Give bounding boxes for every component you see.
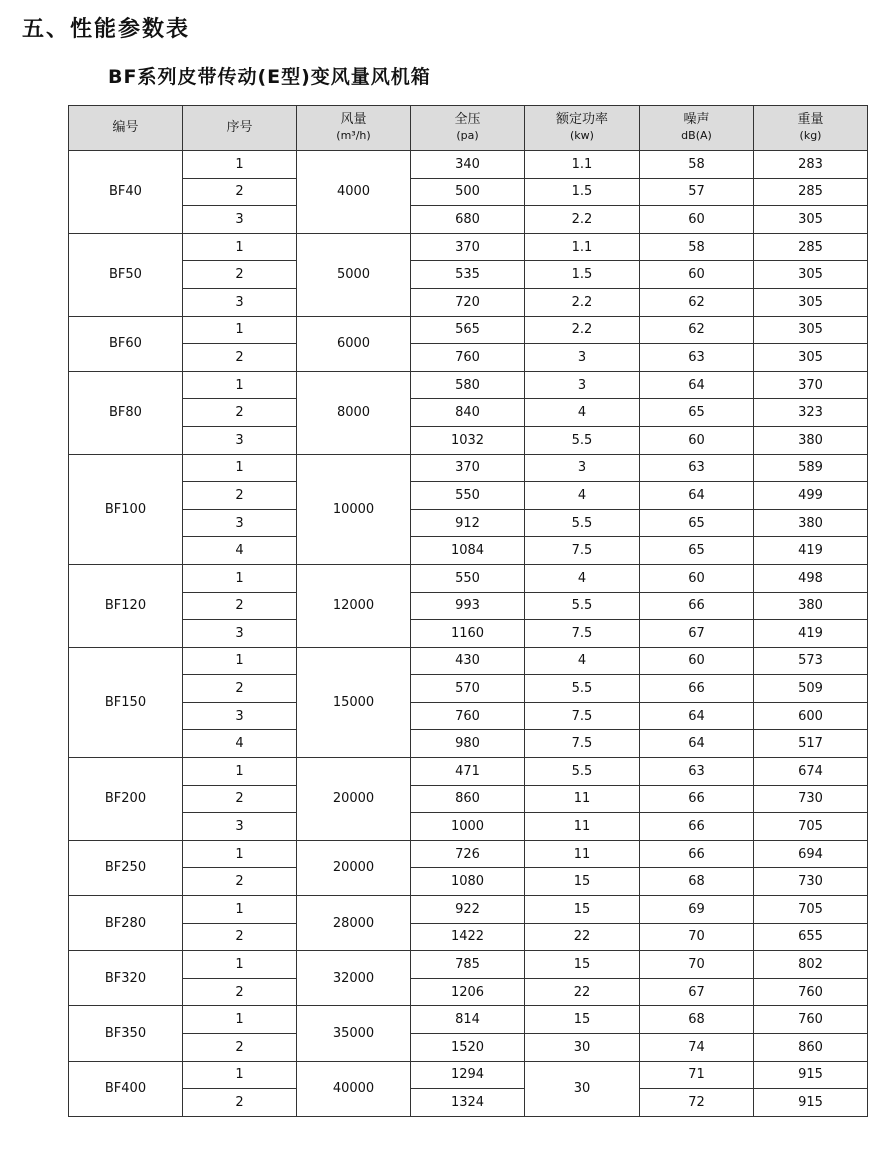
- seq-cell: 2: [183, 399, 297, 427]
- header-unit: (kw): [570, 129, 594, 142]
- table-row: [69, 206, 868, 234]
- seq-cell: 3: [183, 509, 297, 537]
- weight-cell: 380: [754, 509, 868, 537]
- noise-cell: 58: [640, 233, 754, 261]
- header-weight: [754, 106, 868, 151]
- table-row: [69, 1089, 868, 1117]
- weight-cell: 380: [754, 426, 868, 454]
- pressure-cell: 370: [411, 454, 525, 482]
- weight-cell: 419: [754, 537, 868, 565]
- weight-cell: 694: [754, 840, 868, 868]
- table-row: [69, 261, 868, 289]
- power-cell: 15: [525, 951, 640, 979]
- pressure-cell: 370: [411, 233, 525, 261]
- table-row: [69, 978, 868, 1006]
- pressure-cell: 471: [411, 758, 525, 786]
- noise-cell: 60: [640, 261, 754, 289]
- model-cell: BF400: [69, 1061, 183, 1116]
- table-row: [69, 702, 868, 730]
- power-cell: 5.5: [525, 592, 640, 620]
- noise-cell: 62: [640, 316, 754, 344]
- header-label: 重量: [797, 112, 824, 127]
- airflow-cell: 5000: [297, 233, 411, 316]
- seq-cell: 1: [183, 951, 297, 979]
- noise-cell: 66: [640, 813, 754, 841]
- weight-cell: 380: [754, 592, 868, 620]
- power-cell: 4: [525, 647, 640, 675]
- table-row: [69, 1006, 868, 1034]
- model-cell: BF60: [69, 316, 183, 371]
- weight-cell: 655: [754, 923, 868, 951]
- airflow-cell: 6000: [297, 316, 411, 371]
- weight-cell: 517: [754, 730, 868, 758]
- model-cell: BF200: [69, 758, 183, 841]
- model-cell: BF80: [69, 371, 183, 454]
- pressure-cell: 1032: [411, 426, 525, 454]
- header-unit: dB(A): [681, 129, 712, 142]
- table-row: [69, 620, 868, 648]
- header-label: 序号: [226, 120, 253, 135]
- seq-cell: 2: [183, 785, 297, 813]
- power-cell: 7.5: [525, 620, 640, 648]
- model-cell: BF320: [69, 951, 183, 1006]
- noise-cell: 70: [640, 951, 754, 979]
- seq-cell: 2: [183, 261, 297, 289]
- noise-cell: 74: [640, 1034, 754, 1062]
- seq-cell: 1: [183, 371, 297, 399]
- power-cell: 22: [525, 978, 640, 1006]
- pressure-cell: 565: [411, 316, 525, 344]
- noise-cell: 64: [640, 730, 754, 758]
- airflow-cell: 8000: [297, 371, 411, 454]
- seq-cell: 3: [183, 813, 297, 841]
- weight-cell: 600: [754, 702, 868, 730]
- pressure-cell: 980: [411, 730, 525, 758]
- model-cell: BF150: [69, 647, 183, 757]
- pressure-cell: 430: [411, 647, 525, 675]
- pressure-cell: 993: [411, 592, 525, 620]
- pressure-cell: 840: [411, 399, 525, 427]
- seq-cell: 3: [183, 620, 297, 648]
- pressure-cell: 680: [411, 206, 525, 234]
- pressure-cell: 1084: [411, 537, 525, 565]
- airflow-cell: 15000: [297, 647, 411, 757]
- seq-cell: 3: [183, 288, 297, 316]
- noise-cell: 65: [640, 399, 754, 427]
- table-row: [69, 923, 868, 951]
- section-title: 五、性能参数表: [22, 17, 191, 42]
- model-cell: BF250: [69, 840, 183, 895]
- table-row: [69, 482, 868, 510]
- weight-cell: 419: [754, 620, 868, 648]
- power-cell: 4: [525, 482, 640, 510]
- power-cell: 2.2: [525, 206, 640, 234]
- table-row: [69, 730, 868, 758]
- noise-cell: 60: [640, 426, 754, 454]
- power-cell: 7.5: [525, 730, 640, 758]
- pressure-cell: 1294: [411, 1061, 525, 1089]
- table-row: [69, 344, 868, 372]
- power-cell: 30: [525, 1061, 640, 1116]
- pressure-cell: 500: [411, 178, 525, 206]
- noise-cell: 64: [640, 702, 754, 730]
- table-row: [69, 1034, 868, 1062]
- table-row: [69, 592, 868, 620]
- weight-cell: 285: [754, 178, 868, 206]
- table-row: [69, 509, 868, 537]
- pressure-cell: 1324: [411, 1089, 525, 1117]
- table-row: [69, 647, 868, 675]
- power-cell: 2.2: [525, 316, 640, 344]
- pressure-cell: 760: [411, 702, 525, 730]
- power-cell: 5.5: [525, 509, 640, 537]
- table-header-row: [69, 106, 868, 151]
- power-cell: 30: [525, 1034, 640, 1062]
- weight-cell: 498: [754, 564, 868, 592]
- seq-cell: 2: [183, 868, 297, 896]
- table-title: BF系列皮带传动(E型)变风量风机箱: [108, 66, 431, 88]
- table-row: [69, 454, 868, 482]
- seq-cell: 1: [183, 151, 297, 179]
- weight-cell: 305: [754, 316, 868, 344]
- pressure-cell: 1160: [411, 620, 525, 648]
- noise-cell: 71: [640, 1061, 754, 1089]
- seq-cell: 1: [183, 758, 297, 786]
- weight-cell: 285: [754, 233, 868, 261]
- airflow-cell: 20000: [297, 840, 411, 895]
- header-airflow: [297, 106, 411, 151]
- power-cell: 1.5: [525, 261, 640, 289]
- weight-cell: 730: [754, 785, 868, 813]
- seq-cell: 2: [183, 1089, 297, 1117]
- weight-cell: 674: [754, 758, 868, 786]
- power-cell: 11: [525, 813, 640, 841]
- power-cell: 5.5: [525, 675, 640, 703]
- weight-cell: 705: [754, 896, 868, 924]
- table-row: [69, 178, 868, 206]
- header-unit: (kg): [799, 129, 822, 142]
- noise-cell: 70: [640, 923, 754, 951]
- pressure-cell: 860: [411, 785, 525, 813]
- noise-cell: 67: [640, 978, 754, 1006]
- weight-cell: 730: [754, 868, 868, 896]
- noise-cell: 63: [640, 758, 754, 786]
- noise-cell: 57: [640, 178, 754, 206]
- power-cell: 1.5: [525, 178, 640, 206]
- weight-cell: 509: [754, 675, 868, 703]
- weight-cell: 305: [754, 344, 868, 372]
- pressure-cell: 814: [411, 1006, 525, 1034]
- weight-cell: 760: [754, 1006, 868, 1034]
- pressure-cell: 1000: [411, 813, 525, 841]
- table-row: [69, 758, 868, 786]
- header-power: [525, 106, 640, 151]
- pressure-cell: 726: [411, 840, 525, 868]
- table-row: [69, 564, 868, 592]
- weight-cell: 499: [754, 482, 868, 510]
- noise-cell: 67: [640, 620, 754, 648]
- power-cell: 15: [525, 896, 640, 924]
- noise-cell: 66: [640, 785, 754, 813]
- seq-cell: 2: [183, 592, 297, 620]
- seq-cell: 4: [183, 730, 297, 758]
- table-body: [69, 151, 868, 1117]
- weight-cell: 915: [754, 1089, 868, 1117]
- table-row: [69, 813, 868, 841]
- model-cell: BF350: [69, 1006, 183, 1061]
- seq-cell: 1: [183, 233, 297, 261]
- weight-cell: 705: [754, 813, 868, 841]
- noise-cell: 63: [640, 344, 754, 372]
- header-seq: [183, 106, 297, 151]
- power-cell: 15: [525, 868, 640, 896]
- power-cell: 3: [525, 344, 640, 372]
- seq-cell: 3: [183, 206, 297, 234]
- model-cell: BF100: [69, 454, 183, 564]
- table-row: [69, 840, 868, 868]
- weight-cell: 305: [754, 261, 868, 289]
- table-row: [69, 785, 868, 813]
- pressure-cell: 550: [411, 564, 525, 592]
- noise-cell: 66: [640, 840, 754, 868]
- power-cell: 3: [525, 371, 640, 399]
- weight-cell: 915: [754, 1061, 868, 1089]
- table-row: [69, 951, 868, 979]
- weight-cell: 573: [754, 647, 868, 675]
- pressure-cell: 580: [411, 371, 525, 399]
- weight-cell: 589: [754, 454, 868, 482]
- header-noise: [640, 106, 754, 151]
- airflow-cell: 20000: [297, 758, 411, 841]
- seq-cell: 1: [183, 1006, 297, 1034]
- pressure-cell: 720: [411, 288, 525, 316]
- airflow-cell: 40000: [297, 1061, 411, 1116]
- power-cell: 22: [525, 923, 640, 951]
- weight-cell: 305: [754, 288, 868, 316]
- power-cell: 7.5: [525, 537, 640, 565]
- pressure-cell: 1422: [411, 923, 525, 951]
- noise-cell: 66: [640, 675, 754, 703]
- pressure-cell: 922: [411, 896, 525, 924]
- table-row: [69, 675, 868, 703]
- pressure-cell: 570: [411, 675, 525, 703]
- power-cell: 1.1: [525, 151, 640, 179]
- table-row: [69, 896, 868, 924]
- pressure-cell: 912: [411, 509, 525, 537]
- table-row: [69, 426, 868, 454]
- header-model: [69, 106, 183, 151]
- table-row: [69, 371, 868, 399]
- pressure-cell: 535: [411, 261, 525, 289]
- seq-cell: 1: [183, 564, 297, 592]
- noise-cell: 62: [640, 288, 754, 316]
- noise-cell: 63: [640, 454, 754, 482]
- power-cell: 4: [525, 399, 640, 427]
- noise-cell: 72: [640, 1089, 754, 1117]
- model-cell: BF280: [69, 896, 183, 951]
- seq-cell: 1: [183, 896, 297, 924]
- pressure-cell: 550: [411, 482, 525, 510]
- weight-cell: 802: [754, 951, 868, 979]
- noise-cell: 69: [640, 896, 754, 924]
- seq-cell: 2: [183, 1034, 297, 1062]
- power-cell: 7.5: [525, 702, 640, 730]
- seq-cell: 1: [183, 840, 297, 868]
- model-cell: BF120: [69, 564, 183, 647]
- noise-cell: 65: [640, 537, 754, 565]
- weight-cell: 370: [754, 371, 868, 399]
- seq-cell: 1: [183, 647, 297, 675]
- noise-cell: 64: [640, 371, 754, 399]
- pressure-cell: 785: [411, 951, 525, 979]
- header-pressure: [411, 106, 525, 151]
- table-row: [69, 316, 868, 344]
- pressure-cell: 1080: [411, 868, 525, 896]
- header-label: 全压: [454, 112, 481, 127]
- header-unit: (pa): [456, 129, 479, 142]
- performance-table: [68, 105, 868, 1117]
- header-unit: (m³/h): [336, 129, 371, 142]
- weight-cell: 305: [754, 206, 868, 234]
- noise-cell: 65: [640, 509, 754, 537]
- table-row: [69, 233, 868, 261]
- header-label: 风量: [340, 112, 367, 127]
- power-cell: 11: [525, 785, 640, 813]
- power-cell: 11: [525, 840, 640, 868]
- noise-cell: 60: [640, 564, 754, 592]
- pressure-cell: 1520: [411, 1034, 525, 1062]
- airflow-cell: 10000: [297, 454, 411, 564]
- weight-cell: 283: [754, 151, 868, 179]
- noise-cell: 60: [640, 206, 754, 234]
- power-cell: 3: [525, 454, 640, 482]
- airflow-cell: 35000: [297, 1006, 411, 1061]
- seq-cell: 3: [183, 702, 297, 730]
- airflow-cell: 28000: [297, 896, 411, 951]
- table-row: [69, 151, 868, 179]
- airflow-cell: 32000: [297, 951, 411, 1006]
- power-cell: 1.1: [525, 233, 640, 261]
- power-cell: 5.5: [525, 426, 640, 454]
- seq-cell: 2: [183, 482, 297, 510]
- power-cell: 2.2: [525, 288, 640, 316]
- header-label: 编号: [112, 120, 139, 135]
- noise-cell: 68: [640, 868, 754, 896]
- weight-cell: 323: [754, 399, 868, 427]
- seq-cell: 1: [183, 1061, 297, 1089]
- noise-cell: 66: [640, 592, 754, 620]
- noise-cell: 60: [640, 647, 754, 675]
- seq-cell: 4: [183, 537, 297, 565]
- seq-cell: 2: [183, 923, 297, 951]
- weight-cell: 860: [754, 1034, 868, 1062]
- table-row: [69, 868, 868, 896]
- noise-cell: 58: [640, 151, 754, 179]
- power-cell: 15: [525, 1006, 640, 1034]
- power-cell: 5.5: [525, 758, 640, 786]
- seq-cell: 1: [183, 316, 297, 344]
- table-row: [69, 399, 868, 427]
- model-cell: BF50: [69, 233, 183, 316]
- seq-cell: 1: [183, 454, 297, 482]
- model-cell: BF40: [69, 151, 183, 234]
- pressure-cell: 340: [411, 151, 525, 179]
- header-label: 噪声: [683, 112, 710, 127]
- seq-cell: 2: [183, 978, 297, 1006]
- seq-cell: 2: [183, 675, 297, 703]
- table-row: [69, 537, 868, 565]
- seq-cell: 2: [183, 178, 297, 206]
- pressure-cell: 760: [411, 344, 525, 372]
- noise-cell: 64: [640, 482, 754, 510]
- noise-cell: 68: [640, 1006, 754, 1034]
- table-row: [69, 1061, 868, 1089]
- airflow-cell: 12000: [297, 564, 411, 647]
- airflow-cell: 4000: [297, 151, 411, 234]
- pressure-cell: 1206: [411, 978, 525, 1006]
- weight-cell: 760: [754, 978, 868, 1006]
- header-label: 额定功率: [555, 112, 608, 127]
- seq-cell: 3: [183, 426, 297, 454]
- table-row: [69, 288, 868, 316]
- power-cell: 4: [525, 564, 640, 592]
- seq-cell: 2: [183, 344, 297, 372]
